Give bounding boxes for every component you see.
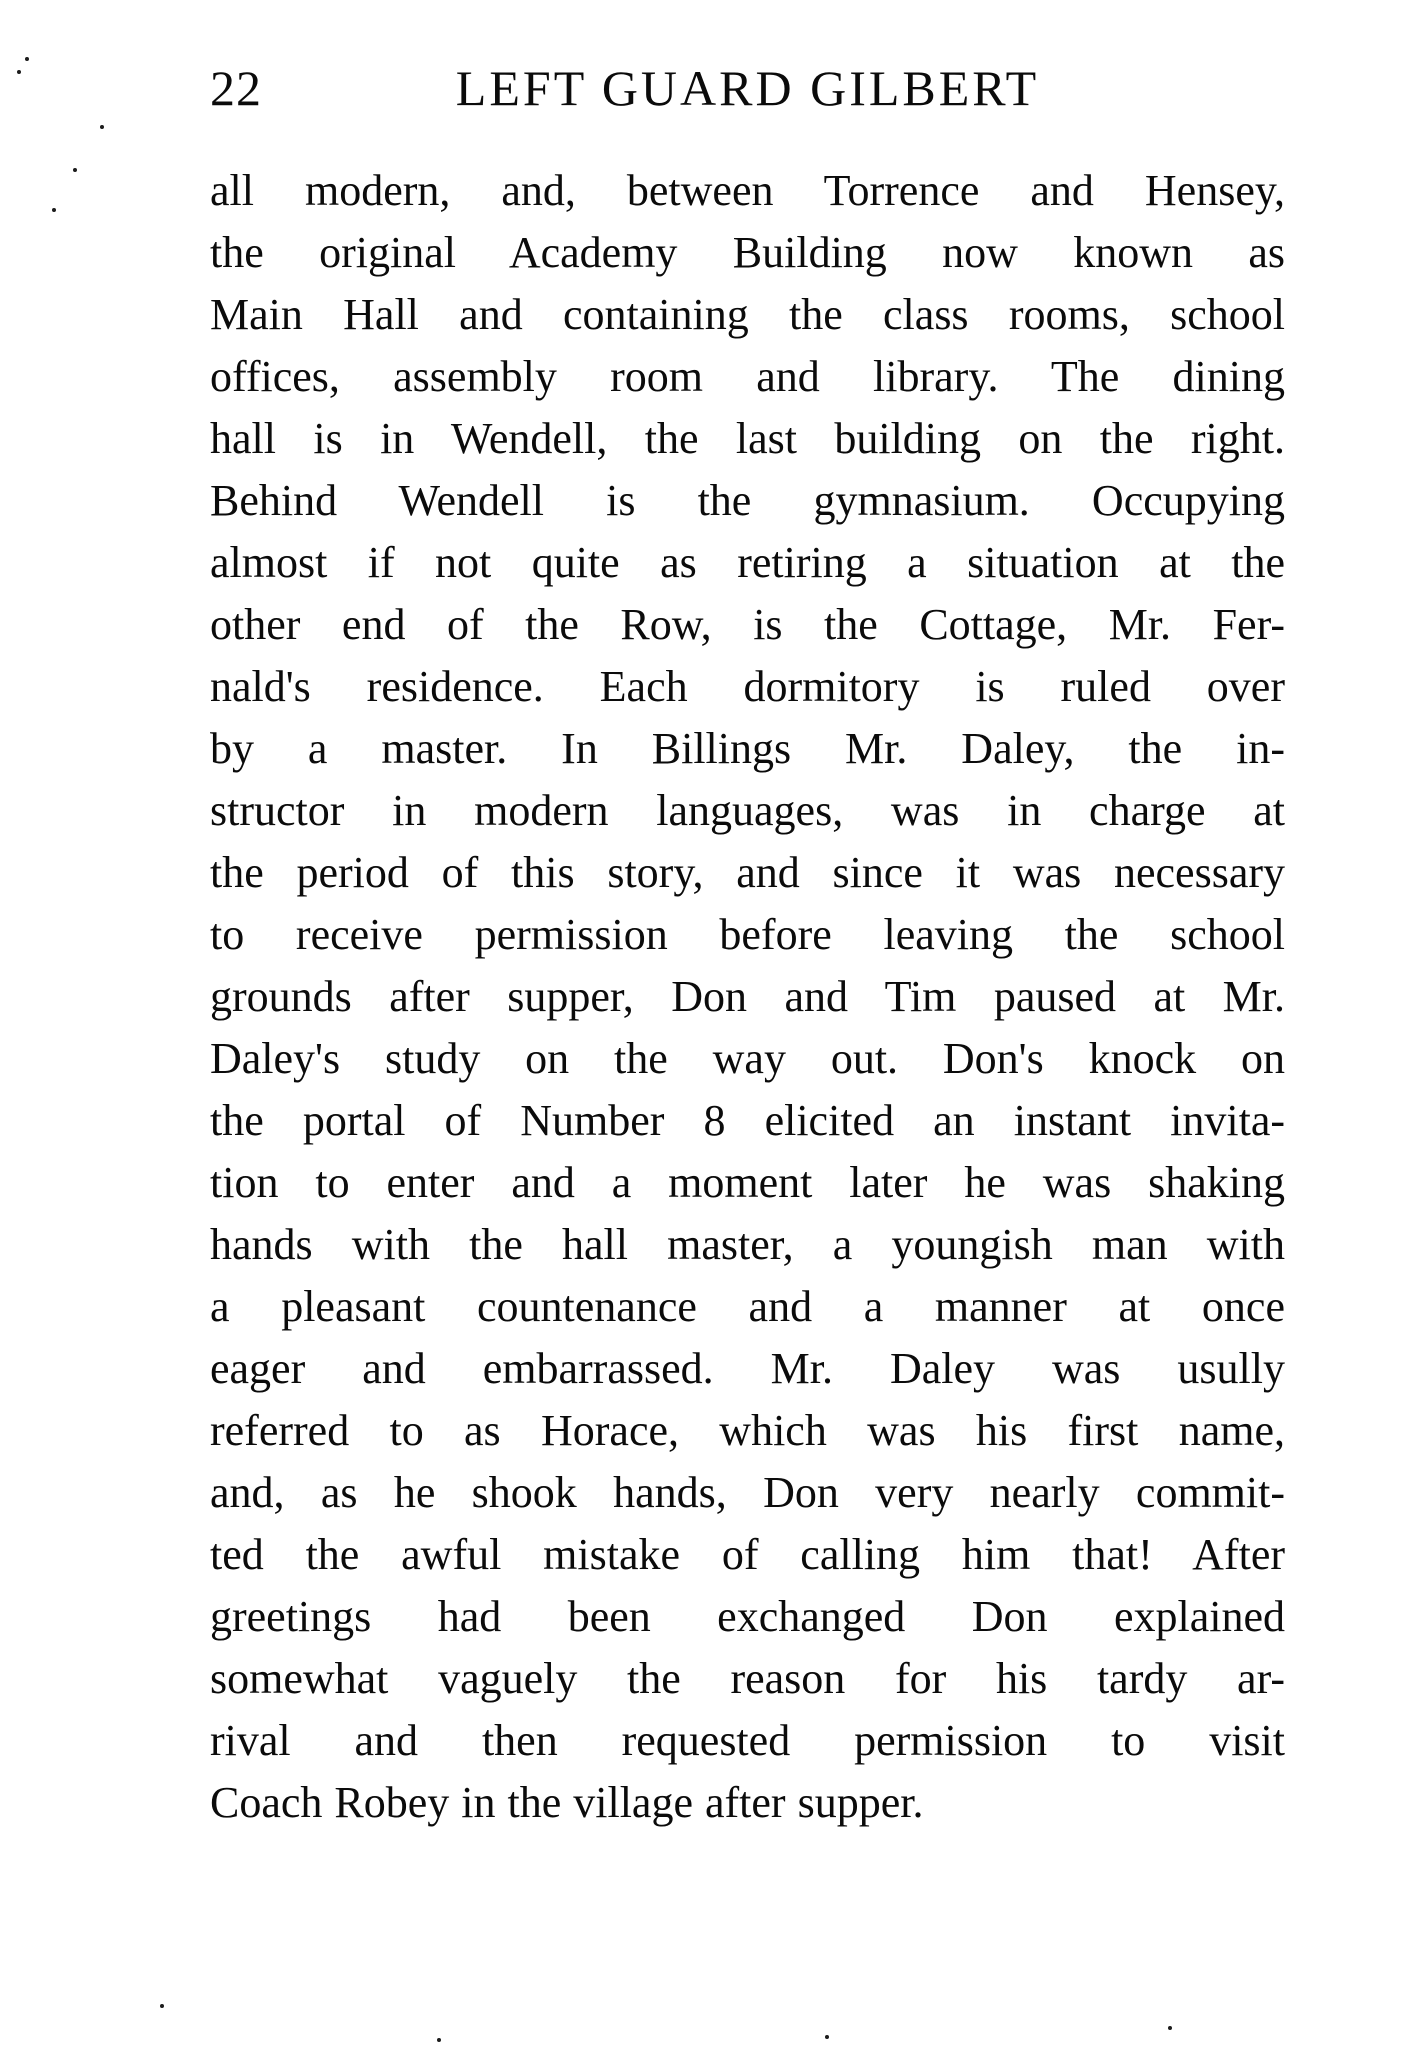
text-line: Behind Wendell is the gymnasium. Occupying bbox=[210, 476, 1285, 525]
page-header bbox=[210, 60, 1285, 116]
text-line: Daley's study on the way out. Don's knock on bbox=[210, 1034, 1285, 1083]
text-line: hall is in Wendell, the last building on the right. bbox=[210, 414, 1285, 463]
text-line: a pleasant countenance and a manner at once bbox=[210, 1282, 1285, 1331]
text-line: the original Academy Building now known as bbox=[210, 228, 1285, 277]
text-line: Main Hall and containing the class rooms, school bbox=[210, 290, 1285, 339]
text-line: offices, assembly room and library. The dining bbox=[210, 352, 1285, 401]
text-line: ted the awful mistake of calling him that! After bbox=[210, 1530, 1285, 1579]
scan-speckle bbox=[160, 2004, 164, 2008]
scan-speckle bbox=[25, 57, 29, 61]
text-line: by a master. In Billings Mr. Daley, the in- bbox=[210, 724, 1285, 773]
text-line: and, as he shook hands, Don very nearly commit- bbox=[210, 1468, 1285, 1517]
text-line: grounds after supper, Don and Tim paused at Mr. bbox=[210, 972, 1285, 1021]
text-line: all modern, and, between Torrence and Hensey, bbox=[210, 166, 1285, 215]
text-line: referred to as Horace, which was his first name, bbox=[210, 1406, 1285, 1455]
text-line: tion to enter and a moment later he was shaking bbox=[210, 1158, 1285, 1207]
scan-speckle bbox=[437, 2038, 441, 2042]
scan-speckle bbox=[52, 208, 56, 212]
text-line: nald's residence. Each dormitory is ruled over bbox=[210, 662, 1285, 711]
scan-speckle bbox=[17, 70, 21, 74]
text-line: eager and embarrassed. Mr. Daley was usully bbox=[210, 1344, 1285, 1393]
text-line: the portal of Number 8 elicited an instant invita- bbox=[210, 1096, 1285, 1145]
page-number: 22 bbox=[210, 60, 262, 116]
scan-speckle bbox=[1168, 2026, 1172, 2030]
text-line: to receive permission before leaving the school bbox=[210, 910, 1285, 959]
body-text bbox=[210, 160, 1285, 1834]
scan-speckle bbox=[825, 2035, 829, 2039]
scan-speckle bbox=[73, 168, 77, 172]
text-line: other end of the Row, is the Cottage, Mr. Fer- bbox=[210, 600, 1285, 649]
text-line: somewhat vaguely the reason for his tardy ar- bbox=[210, 1654, 1285, 1703]
text-line: rival and then requested permission to visit bbox=[210, 1716, 1285, 1765]
text-line: greetings had been exchanged Don explained bbox=[210, 1592, 1285, 1641]
text-line: the period of this story, and since it was necessary bbox=[210, 848, 1285, 897]
text-line: structor in modern languages, was in charge at bbox=[210, 786, 1285, 835]
text-line: hands with the hall master, a youngish man with bbox=[210, 1220, 1285, 1269]
running-title: LEFT GUARD GILBERT bbox=[455, 60, 1040, 116]
text-line: Coach Robey in the village after supper. bbox=[210, 1778, 924, 1827]
text-line: almost if not quite as retiring a situation at the bbox=[210, 538, 1285, 587]
scan-speckle bbox=[100, 125, 104, 129]
